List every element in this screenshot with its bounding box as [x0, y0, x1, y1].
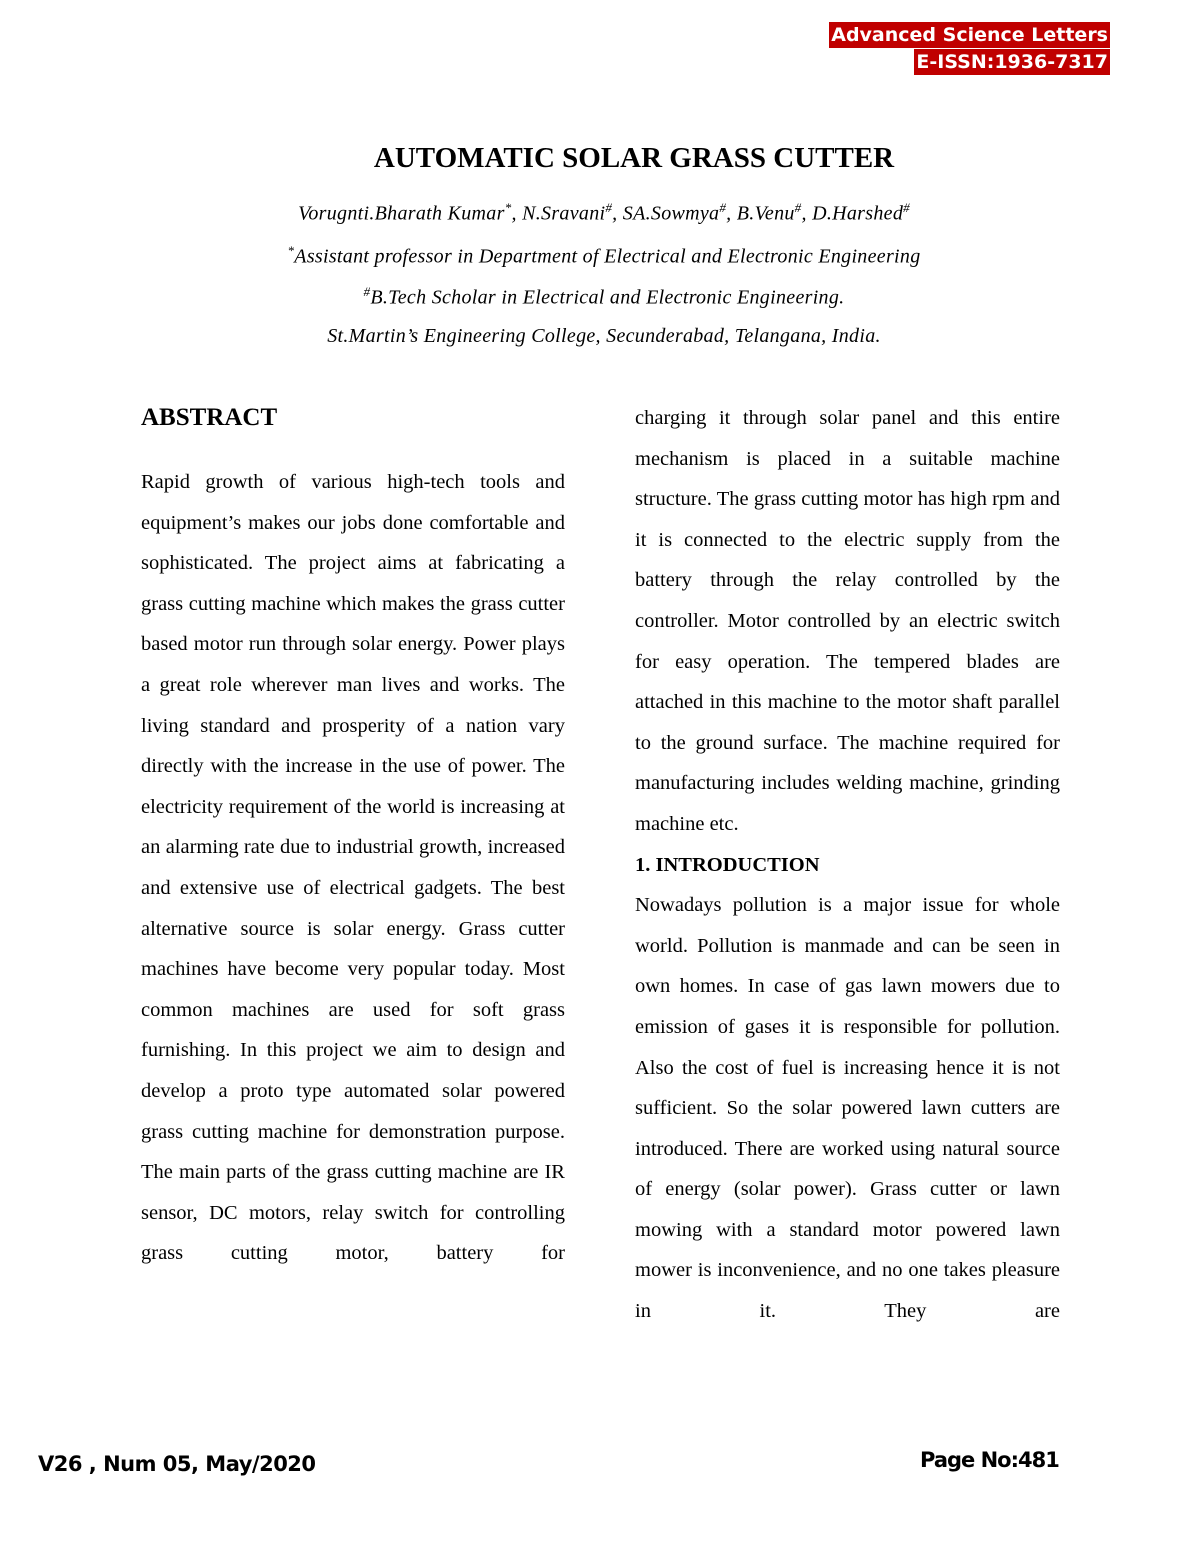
footer-volume: V26 , Num 05, May/2020 — [38, 1452, 316, 1476]
author-name: , SA.Sowmya — [612, 202, 720, 225]
left-column — [141, 462, 565, 1274]
author-list — [0, 200, 1200, 226]
journal-issn: E-ISSN:1936-7317 — [916, 51, 1108, 73]
affiliation-text: Assistant professor in Department of Electrical and Electronic Engineering — [294, 245, 921, 268]
footer-page-number: Page No:481 — [920, 1448, 1059, 1472]
author-mark: # — [719, 200, 727, 215]
affiliation-mark: * — [287, 243, 295, 258]
author-mark: * — [504, 200, 512, 215]
paper-title: AUTOMATIC SOLAR GRASS CUTTER — [373, 142, 895, 174]
author-name: Vorugnti.Bharath Kumar — [298, 202, 505, 225]
author-mark: # — [903, 200, 910, 215]
affiliation-text: B.Tech Scholar in Electrical and Electronic Engineering. — [370, 286, 845, 309]
author-mark: # — [605, 200, 613, 215]
introduction-text: Nowadays pollution is a major issue for whole world. Pollution is manmade and can be seen in own homes. In case of gas lawn mowers due to emission of gases it is responsible for pollution. Also the cost of fuel is increasing hence it is not sufficient. So the solar powered lawn cutters are introduced. There are worked using natural source of energy (solar power). Grass cutter or lawn mowing with a standard motor powered lawn mower is inconvenience, and no one takes pleasure in it. They are — [635, 894, 1060, 1323]
author-mark: # — [794, 200, 802, 215]
abstract-continued-text: charging it through solar panel and this entire mechanism is placed in a suitable machine structure. The grass cutting motor has high rpm and it is connected to the electric supply from the battery through the relay controlled by the controller. Motor controlled by an electric switch for easy operation. The tempered blades are attached in this machine to the motor shaft parallel to the ground surface. The machine required for manufacturing includes welding machine, grinding machine etc. — [635, 407, 1060, 835]
abstract-heading: ABSTRACT — [141, 404, 278, 431]
affiliation-line-1 — [0, 243, 1200, 269]
right-column — [635, 398, 1060, 1332]
journal-name: Advanced Science Letters — [831, 24, 1108, 46]
affiliation-line-2 — [0, 284, 1200, 310]
introduction-heading: 1. INTRODUCTION — [635, 853, 820, 876]
abstract-text: Rapid growth of various high-tech tools and equipment’s makes our jobs done comfortable and sophisticated. The project aims at fabricating a grass cutting machine which makes the grass cutter based motor run through solar energy. Power plays a great role wherever man lives and works. The living standard and prosperity of a nation vary directly with the increase in the use of power. The electricity requirement of the world is increasing at an alarming rate due to industrial growth, increased and extensive use of electrical gadgets. The best alternative source is solar energy. Grass cutter machines have become very popular today. Most common machines are used for soft grass furnishing. In this project we aim to design and develop a proto type automated solar powered grass cutting machine for demonstration purpose. The main parts of the grass cutting machine are IR sensor, DC motors, relay switch for controlling grass cutting motor, battery for — [141, 471, 565, 1265]
author-name: , N.Sravani — [511, 202, 606, 225]
author-name: , B.Venu — [726, 202, 795, 225]
affiliation-line-3: St.Martin’s Engineering College, Secunderabad, Telangana, India. — [327, 325, 881, 347]
affiliation-mark: # — [363, 284, 371, 299]
journal-badge — [829, 22, 1110, 76]
author-name: , D.Harshed — [801, 202, 904, 225]
